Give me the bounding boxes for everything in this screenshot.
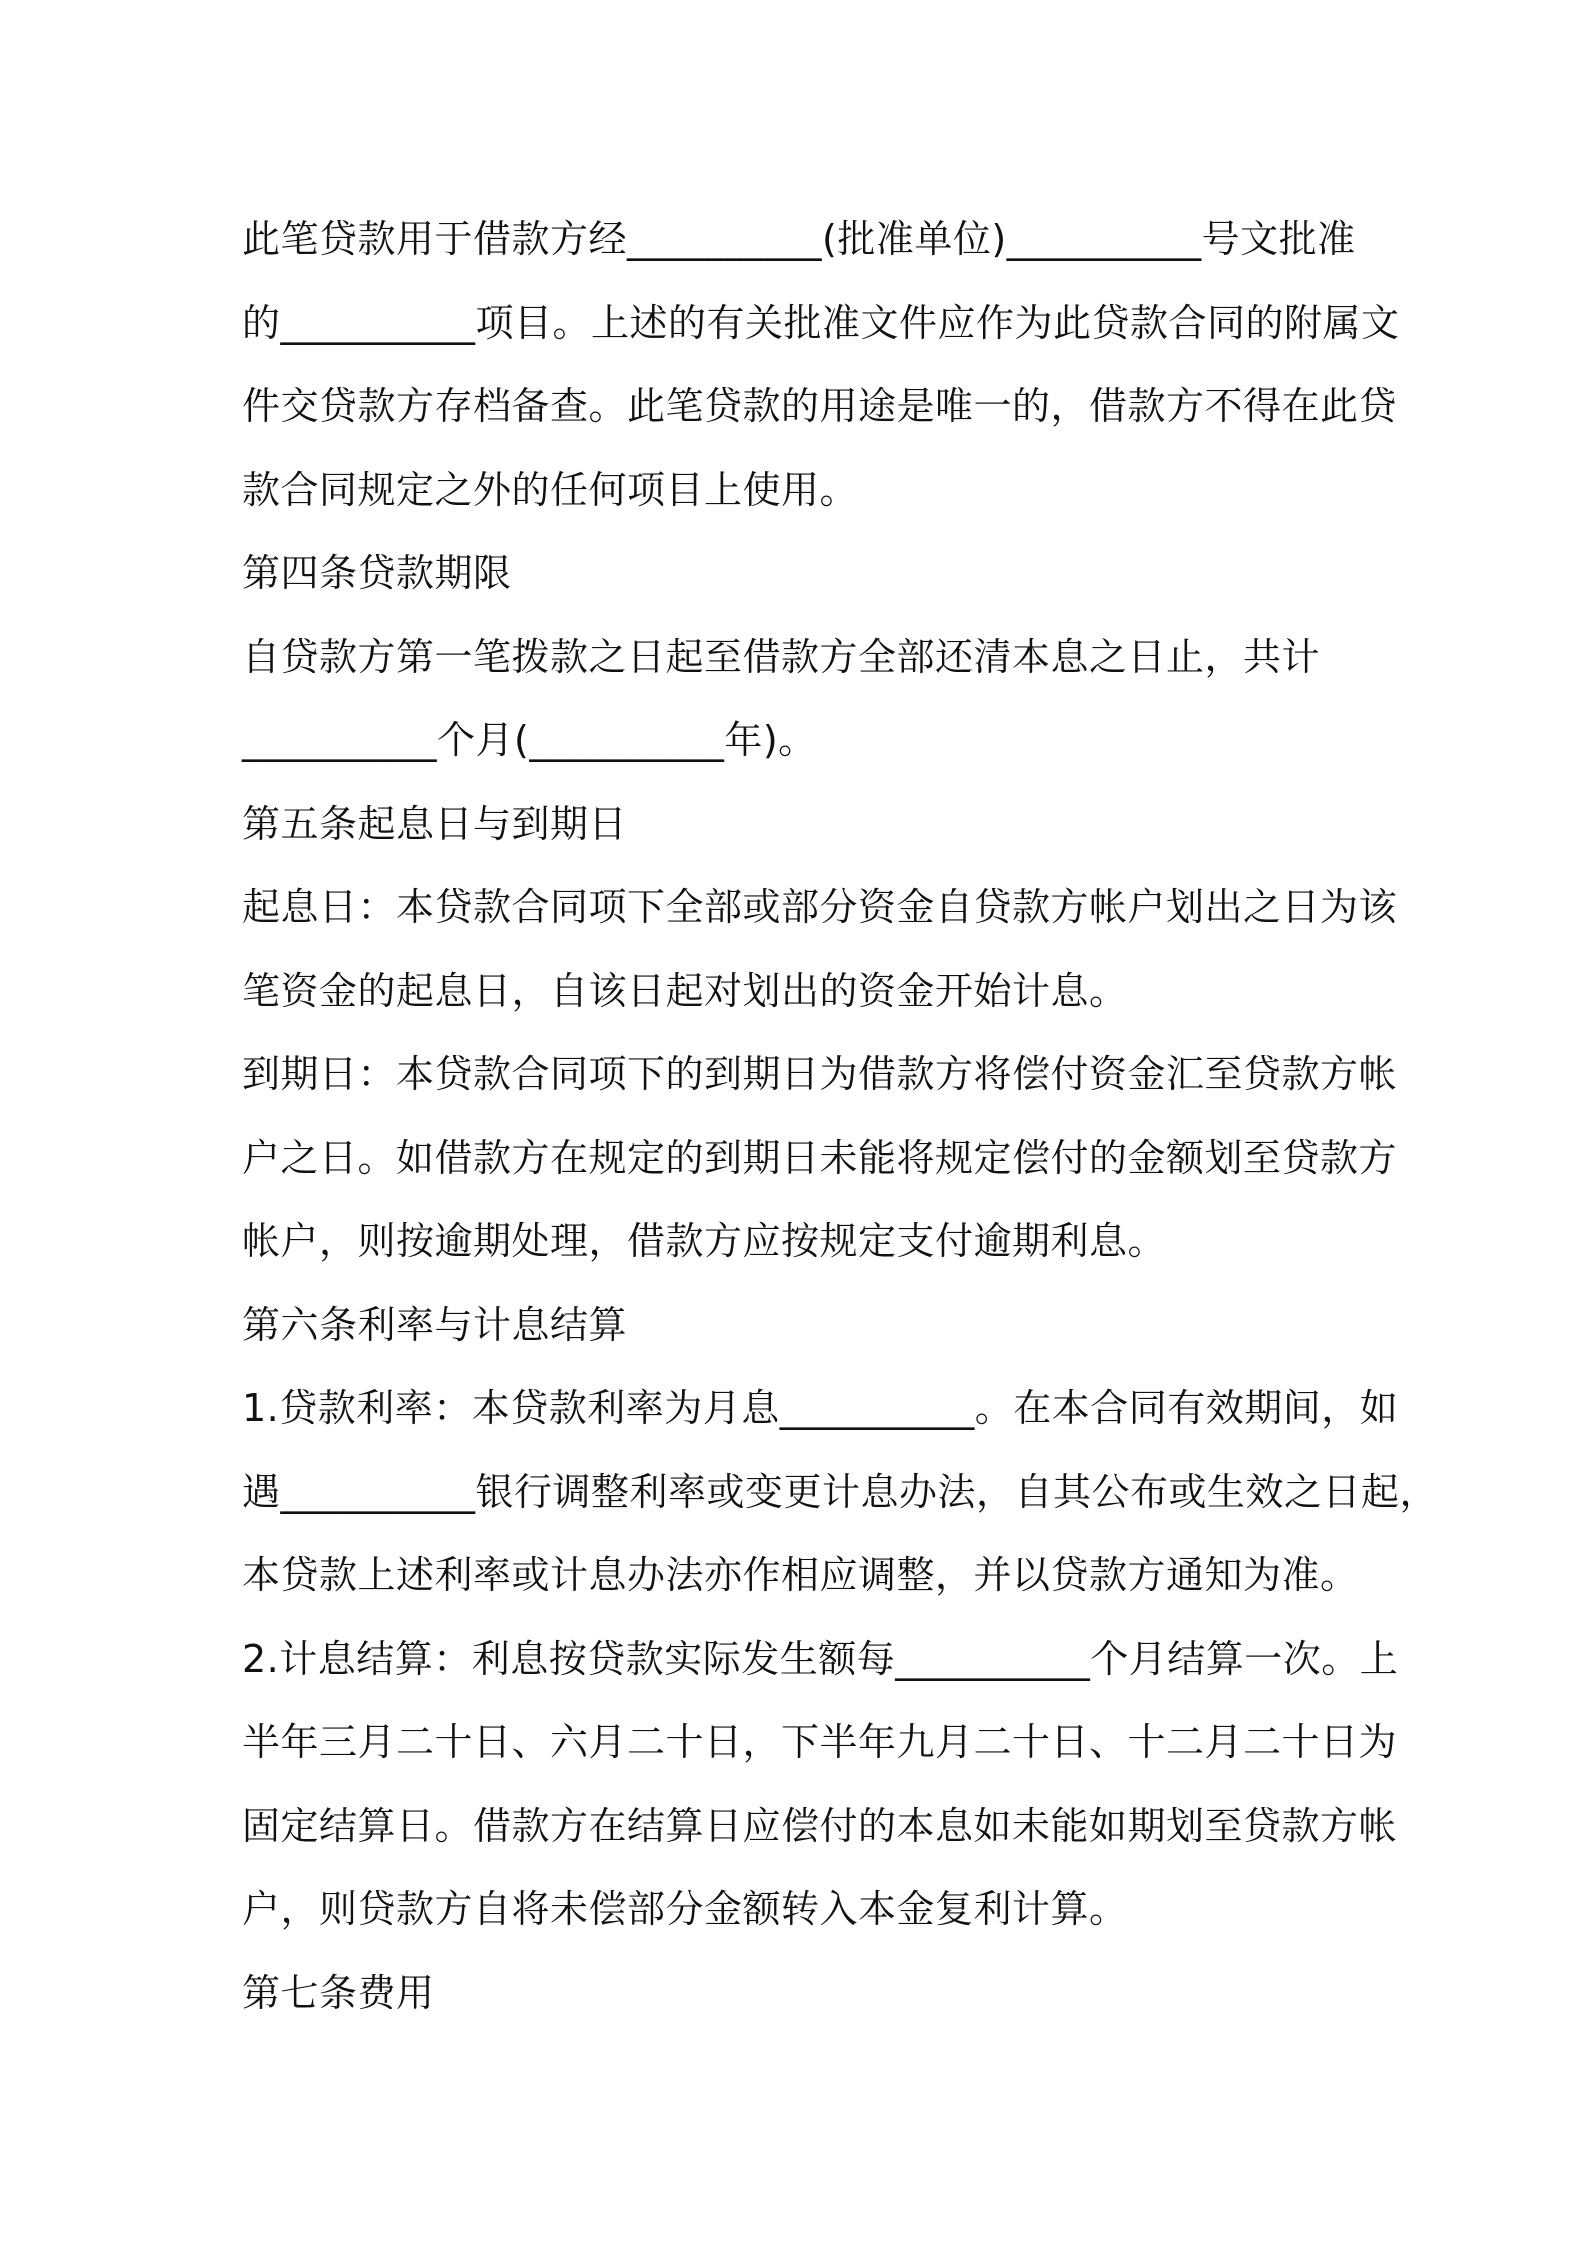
- contract-text-body: [242, 198, 1439, 2035]
- text-line: 帐户，则按逾期处理，借款方应按规定支付逾期利息。: [242, 1219, 1167, 1263]
- text-line: 遇__________银行调整利率或变更计息办法，自其公布或生效之日起，: [242, 1469, 1439, 1514]
- text-line: 户，则贷款方自将未偿部分金额转入本金复利计算。: [242, 1887, 1128, 1931]
- text-line: 本贷款上述利率或计息办法亦作相应调整，并以贷款方通知为准。: [242, 1553, 1359, 1597]
- text-line: 此笔贷款用于借款方经__________(批准单位)__________号文批准: [242, 217, 1356, 261]
- text-line: 2.计息结算：利息按贷款实际发生额每__________个月结算一次。上: [242, 1636, 1399, 1681]
- text-line: 固定结算日。借款方在结算日应偿付的本息如未能如期划至贷款方帐: [242, 1803, 1398, 1848]
- text-line: 件交贷款方存档备查。此笔贷款的用途是唯一的，借款方不得在此贷: [242, 384, 1398, 428]
- text-line: 1.贷款利率：本贷款利率为月息__________。在本合同有效期间，如: [242, 1386, 1399, 1430]
- section-heading: 第六条利率与计息结算: [242, 1302, 628, 1347]
- text-line: 起息日：本贷款合同项下全部或部分资金自贷款方帐户划出之日为该: [242, 885, 1398, 929]
- text-line: 半年三月二十日、六月二十日，下半年九月二十日、十二月二十日为: [242, 1720, 1398, 1764]
- section-heading: 第七条费用: [242, 1970, 435, 2015]
- text-line: __________个月(__________年)。: [242, 718, 817, 762]
- text-line: 到期日：本贷款合同项下的到期日为借款方将偿付资金汇至贷款方帐: [242, 1052, 1398, 1096]
- text-line: 款合同规定之外的任何项目上使用。: [242, 467, 859, 512]
- section-heading: 第五条起息日与到期日: [242, 801, 628, 846]
- section-heading: 第四条贷款期限: [242, 551, 512, 595]
- text-line: 的__________项目。上述的有关批准文件应作为此贷款合同的附属文: [242, 300, 1400, 345]
- text-line: 笔资金的起息日，自该日起对划出的资金开始计息。: [242, 968, 1128, 1013]
- text-line: 自贷款方第一笔拨款之日起至借款方全部还清本息之日止，共计: [242, 634, 1321, 679]
- text-line: 户之日。如借款方在规定的到期日未能将规定偿付的金额划至贷款方: [242, 1135, 1398, 1180]
